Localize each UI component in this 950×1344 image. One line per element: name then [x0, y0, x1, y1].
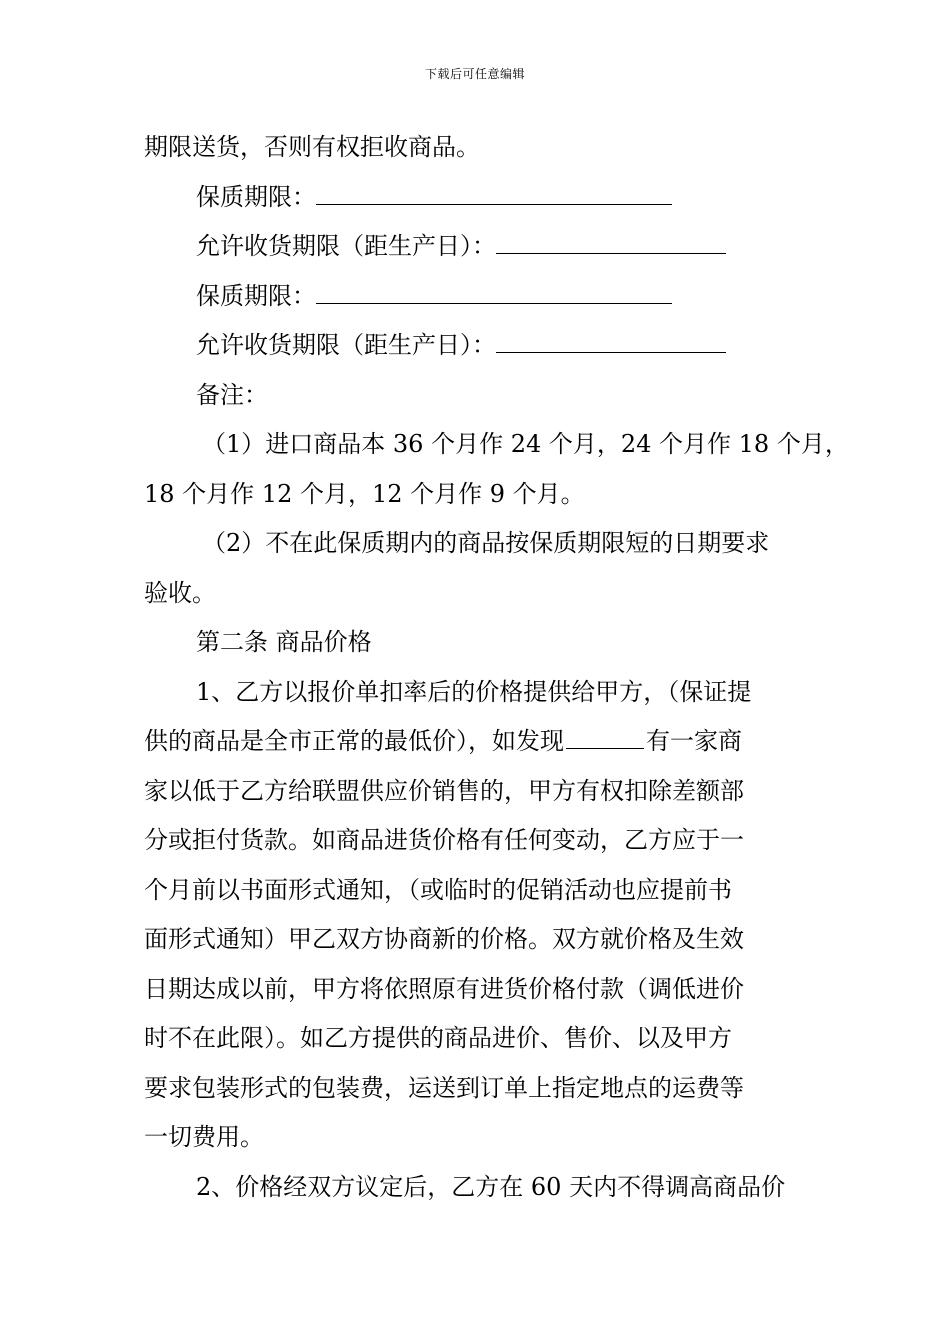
clause-1-line: 1、乙方以报价单扣率后的价格提供给甲方，（保证提 [196, 677, 752, 706]
text-segment: 有一家商 [646, 727, 742, 755]
paragraph-line: 个月前以书面形式通知，（或临时的促销活动也应提前书 [144, 875, 732, 904]
note-heading: 备注： [196, 380, 268, 409]
field-label: 保质期限： [196, 281, 316, 310]
paragraph-line [144, 717, 810, 767]
article-heading: 第二条 商品价格 [196, 628, 372, 656]
fill-in-blank [566, 720, 644, 749]
paragraph-line: 面形式通知）甲乙双方协商新的价格。双方就价格及生效 [144, 925, 744, 953]
paragraph-line: 一切费用。 [144, 1123, 264, 1151]
clause-2-line: 2、价格经双方议定后，乙方在 60 天内不得调高商品价 [196, 1172, 786, 1201]
receiving-period-row [144, 321, 810, 371]
field-label: 保质期限： [196, 182, 316, 211]
page-header: 下载后可任意编辑 [424, 67, 525, 81]
paragraph-line: 时不在此限）。如乙方提供的商品进价、售价、以及甲方 [144, 1024, 732, 1052]
text-segment: 供的商品是全市正常的最低价），如发现 [144, 727, 564, 755]
field-label: 允许收货期限（距生产日）： [196, 232, 496, 260]
paragraph-line: 分或拒付货款。如商品进货价格有任何变动，乙方应于一 [144, 826, 744, 854]
paragraph-line: 要求包装形式的包装费，运送到订单上指定地点的运费等 [144, 1073, 744, 1102]
fill-in-blank [316, 275, 672, 304]
note-item-2: （2）不在此保质期内的商品按保质期限短的日期要求 [202, 529, 770, 557]
document-body [144, 123, 849, 1212]
paragraph-line: 家以低于乙方给联盟供应价销售的，甲方有权扣除差额部 [144, 776, 744, 805]
receiving-period-row [144, 222, 810, 272]
fill-in-blank [496, 225, 726, 254]
shelf-life-row [144, 272, 810, 322]
shelf-life-row [144, 173, 810, 223]
paragraph-line: 18 个月作 12 个月，12 个月作 9 个月。 [144, 479, 585, 508]
paragraph-line: 验收。 [144, 578, 216, 607]
fill-in-blank [496, 324, 726, 353]
field-label: 允许收货期限（距生产日）： [196, 331, 496, 359]
paragraph-line: 日期达成以前，甲方将依照原有进货价格付款（调低进价 [144, 974, 744, 1003]
paragraph-line: 期限送货，否则有权拒收商品。 [144, 133, 480, 161]
note-item-1: （1）进口商品本 36 个月作 24 个月，24 个月作 18 个月， [202, 430, 849, 458]
fill-in-blank [316, 176, 672, 205]
